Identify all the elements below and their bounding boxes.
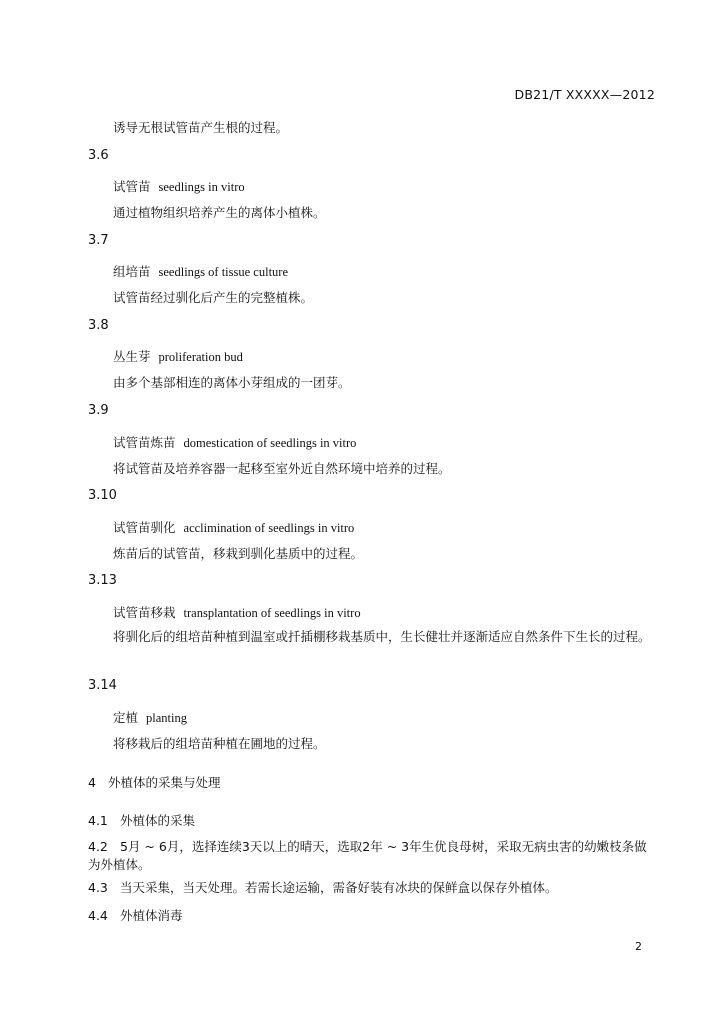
intro-line: 诱导无根试管苗产生根的过程。 xyxy=(113,120,289,135)
term-definition: 将驯化后的组培苗种植到温室或扦插棚移栽基质中，生长健壮并逐渐适应自然条件下生长的过程。 xyxy=(113,629,651,644)
subsection-heading xyxy=(88,906,658,924)
term-definition: 将试管苗及培养容器一起移至室外近自然环境中培养的过程。 xyxy=(113,461,451,476)
term-definition: 通过植物组织培养产生的离体小植株。 xyxy=(113,205,326,220)
term-zh: 试管苗移栽 xyxy=(113,605,176,620)
subsection-text: 当天采集，当天处理。若需长途运输，需备好装有冰块的保鲜盒以保存外植体。 xyxy=(120,880,558,895)
term-number: 3.8 xyxy=(88,318,109,333)
term-heading xyxy=(88,346,658,365)
term-en: acclimination of seedlings in vitro xyxy=(183,521,355,535)
term-heading xyxy=(88,176,658,195)
subsection-paragraph xyxy=(88,838,658,874)
subsection-number: 4.2 xyxy=(88,839,108,854)
term-en: seedlings of tissue culture xyxy=(158,265,289,279)
term-number: 3.7 xyxy=(88,233,109,248)
term-en: planting xyxy=(146,711,187,725)
term-number: 3.9 xyxy=(88,403,109,418)
section-title: 外植体的采集与处理 xyxy=(108,775,221,790)
term-number: 3.6 xyxy=(88,148,109,163)
term-zh: 组培苗 xyxy=(113,264,151,279)
term-en: proliferation bud xyxy=(158,350,243,364)
term-number: 3.14 xyxy=(88,678,117,693)
term-definition: 炼苗后的试管苗，移栽到驯化基质中的过程。 xyxy=(113,546,364,561)
term-zh: 定植 xyxy=(113,710,139,725)
subsection-number: 4.3 xyxy=(88,880,108,895)
term-en: seedlings in vitro xyxy=(158,180,245,194)
term-number: 3.10 xyxy=(88,488,117,503)
term-definition: 将移栽后的组培苗种植在圃地的过程。 xyxy=(113,736,326,751)
subsection-heading xyxy=(88,811,658,829)
term-number: 3.13 xyxy=(88,573,117,588)
term-heading xyxy=(88,602,658,621)
term-definition: 由多个基部相连的离体小芽组成的一团芽。 xyxy=(113,375,351,390)
term-zh: 试管苗炼苗 xyxy=(113,435,176,450)
term-en: transplantation of seedlings in vitro xyxy=(183,606,361,620)
term-heading xyxy=(88,517,658,536)
subsection-title: 外植体的采集 xyxy=(120,813,196,828)
term-heading xyxy=(88,707,658,726)
subsection-title: 外植体消毒 xyxy=(120,908,183,923)
subsection-number: 4.4 xyxy=(88,908,108,923)
page-header-code: DB21/T XXXXX—2012 xyxy=(514,87,655,102)
term-heading xyxy=(88,432,658,451)
subsection-number: 4.1 xyxy=(88,813,108,828)
page-number: 2 xyxy=(635,940,642,953)
term-en: domestication of seedlings in vitro xyxy=(183,436,357,450)
term-zh: 丛生芽 xyxy=(113,349,151,364)
term-definition: 试管苗经过驯化后产生的完整植株。 xyxy=(113,290,314,305)
term-zh: 试管苗驯化 xyxy=(113,520,176,535)
term-zh: 试管苗 xyxy=(113,179,151,194)
term-heading xyxy=(88,261,658,280)
subsection-text: 5月 ~ 6月，选择连续3天以上的晴天，选取2年 ~ 3年生优良母树，采取无病虫害的幼嫩枝条做为外植体。 xyxy=(88,839,647,872)
section-heading xyxy=(88,773,658,791)
subsection-paragraph xyxy=(88,878,658,896)
section-number: 4 xyxy=(88,775,96,790)
